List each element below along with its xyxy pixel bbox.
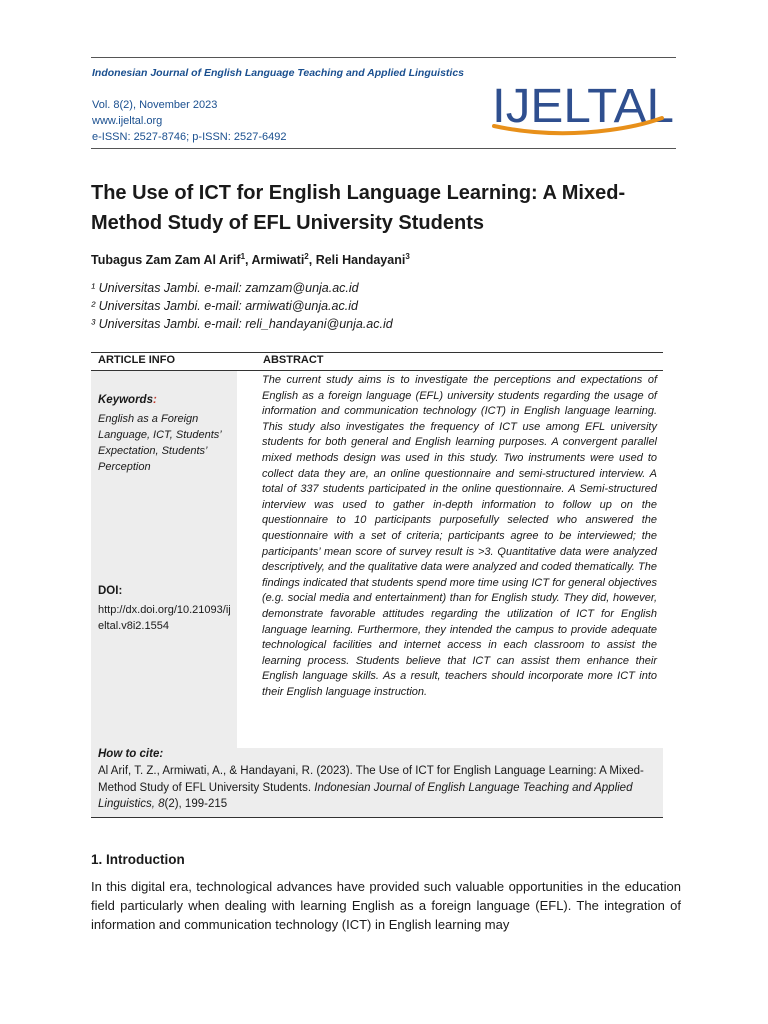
author-separator: , [245,253,252,268]
keywords-colon: : [152,394,157,406]
doi-label: DOI: [98,585,123,597]
how-to-cite-box [91,748,663,817]
citation-plain: Al Arif, T. Z., Armiwati, A., & Handayani, R. (2023). The Use of ICT for English Language Learning: A Mixed-Method Study of EFL University Students. [98,765,644,794]
paper-title: The Use of ICT for English Language Learning: A Mixed-Method Study of EFL University Students [91,182,626,234]
keywords-text: English as a Foreign Language, ICT, Students’ Expectation, Students’ Perception [98,413,222,473]
affiliation-line: ² Universitas Jambi. e-mail: armiwati@unja.ac.id [91,299,358,313]
affiliation-list [91,279,393,333]
top-rule [91,57,676,58]
keywords-label-text: Keywords [98,394,153,406]
how-to-cite-label: How to cite: [98,748,164,760]
journal-details [92,97,286,145]
affiliation-line: ³ Universitas Jambi. e-mail: reli_handayani@unja.ac.id [91,317,393,331]
article-info-column [91,371,237,748]
abstract-text: The current study aims is to investigate the perceptions and expectations of English as a foreign language (EFL) university students regarding the usage of information and communication technology (ICT) in English language learning. This study also investigates the frequency of ICT use among EFL university students for both general and English learning purposes. A convergent parallel mixed methods design was used in this study. Two instruments were used to collect data they are, an online questionnaire and semi-structured interview. A total of 337 students participated in the online questionnaire. A Semi-structured interview was used to gather in-depth information to follow up on the questionnaire to 10 participants purposefully selected who answered the questionnaire with a set of criteria; participants agree to be interviewed; the participants’ mean score of survey result is >3. Quantitative data were analyzed descriptively, and the qualitative data were analyzed and coded thematically. The findings indicated that students spend more time using ICT for general objectives (e.g. social media and entertainment) than for English study. They did, however, demonstrate favorable attitudes regarding the utilization of ICT for English language learning. Furthermore, they intended the campus to provide adequate technological facilities and internet access in each classroom to assist the learning process. Students believe that ICT can assist them enhance their English language skills. As a result, teachers should incorporate more ICT into their English language instruction. [262,374,657,698]
author-name: Tubagus Zam Zam Al Arif [91,253,241,268]
introduction-text: In this digital era, technological advances have provided such valuable opportunities in the education field particularly when dealing with learning English as a foreign language (EFL). The integration of information and communication technology (ICT) in English learning may [91,879,681,932]
logo-lettering: IJELTAL [492,80,674,133]
journal-website[interactable]: www.ijeltal.org [92,115,163,127]
introduction-heading: 1. Introduction [91,852,185,867]
author-name: Reli Handayani [315,253,406,268]
volume-issue: Vol. 8(2), November 2023 [92,99,218,111]
citation-text [98,763,653,813]
table-header-row [91,353,663,371]
citation-journal: Indonesian Journal of English Language Teaching and Applied Linguistics, 8 [98,781,633,810]
article-info-table [91,352,663,818]
article-info-heading: ARTICLE INFO [98,354,175,366]
ijeltal-logo [490,74,676,140]
author-list [91,252,410,267]
author-affiliation-mark: 1 [240,252,246,261]
abstract-heading: ABSTRACT [263,354,324,366]
issn: e-ISSN: 2527-8746; p-ISSN: 2527-6492 [92,131,287,143]
header-bottom-rule [91,148,676,149]
doi-link[interactable]: http://dx.doi.org/10.21093/ijeltal.v8i2.1554 [98,604,231,632]
citation-issue: (2), 199-215 [164,798,228,810]
author-affiliation-mark: 3 [405,252,410,261]
affiliation-line: ¹ Universitas Jambi. e-mail: zamzam@unja.ac.id [91,281,359,295]
author-affiliation-mark: 2 [304,252,309,261]
keywords-label [98,394,157,406]
author-name: Armiwati [251,253,305,268]
journal-name: Indonesian Journal of English Language Teaching and Applied Linguistics [92,67,465,79]
author-separator: , [308,253,316,268]
